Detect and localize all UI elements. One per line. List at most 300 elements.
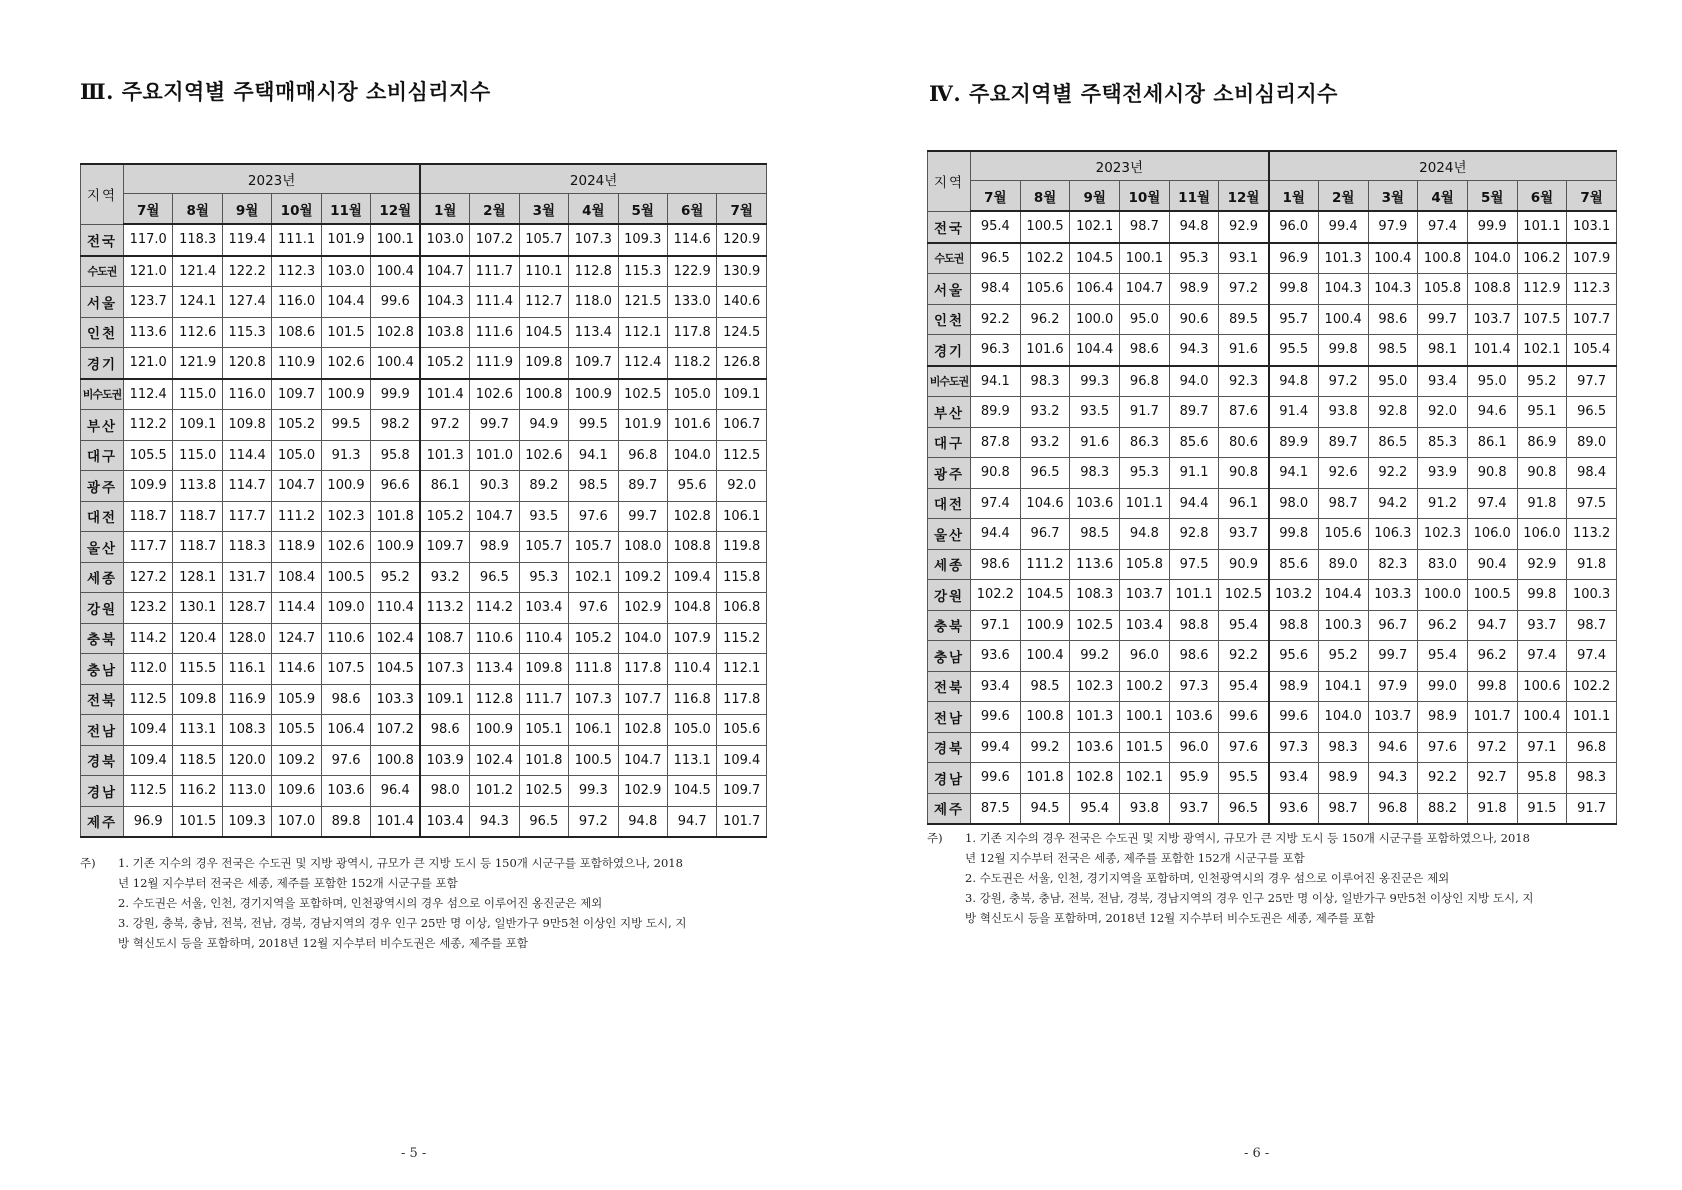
index-value-cell: 105.4 xyxy=(1567,335,1617,366)
index-value-cell: 98.8 xyxy=(1169,610,1219,641)
index-value-cell: 102.5 xyxy=(1219,580,1269,611)
index-value-cell: 86.9 xyxy=(1517,427,1567,458)
region-name: 제주 xyxy=(928,793,971,824)
index-value-cell: 94.6 xyxy=(1368,732,1418,763)
index-value-cell: 101.5 xyxy=(173,806,222,837)
index-value-cell: 97.4 xyxy=(1567,641,1617,672)
index-value-cell: 108.8 xyxy=(1467,274,1517,305)
index-value-cell: 101.1 xyxy=(1567,702,1617,733)
index-value-cell: 111.4 xyxy=(470,287,519,318)
table-row xyxy=(928,732,1617,763)
index-value-cell: 113.4 xyxy=(569,317,618,348)
index-value-cell: 97.3 xyxy=(1169,671,1219,702)
footnote-3-cont xyxy=(927,908,1617,928)
index-value-cell: 92.2 xyxy=(1418,763,1468,794)
table-row xyxy=(81,532,767,563)
index-value-cell: 93.6 xyxy=(1269,793,1319,824)
index-value-cell: 94.7 xyxy=(667,806,716,837)
index-value-cell: 98.3 xyxy=(1020,366,1070,397)
index-value-cell: 87.5 xyxy=(971,793,1021,824)
region-name: 울산 xyxy=(928,519,971,550)
month-header: 6월 xyxy=(667,194,716,225)
index-value-cell: 118.5 xyxy=(173,745,222,776)
index-value-cell: 92.3 xyxy=(1219,366,1269,397)
table-row xyxy=(81,684,767,715)
index-value-cell: 86.3 xyxy=(1120,427,1170,458)
table-row xyxy=(81,654,767,685)
index-value-cell: 101.5 xyxy=(321,317,370,348)
table-row xyxy=(81,317,767,348)
month-header: 3월 xyxy=(519,194,568,225)
region-name: 부산 xyxy=(928,397,971,428)
index-value-cell: 118.7 xyxy=(124,501,173,532)
index-value-cell: 100.9 xyxy=(321,471,370,502)
index-value-cell: 96.8 xyxy=(1567,732,1617,763)
index-value-cell: 103.3 xyxy=(1368,580,1418,611)
index-value-cell: 95.6 xyxy=(1269,641,1319,672)
index-value-cell: 99.4 xyxy=(1318,211,1368,243)
index-value-cell: 97.2 xyxy=(1318,366,1368,397)
region-name: 광주 xyxy=(928,458,971,489)
index-value-cell: 110.4 xyxy=(371,593,420,624)
index-value-cell: 119.8 xyxy=(717,532,767,563)
index-value-cell: 116.8 xyxy=(667,684,716,715)
index-value-cell: 101.0 xyxy=(470,440,519,471)
index-value-cell: 98.0 xyxy=(420,776,469,807)
index-value-cell: 94.9 xyxy=(519,410,568,441)
index-value-cell: 100.1 xyxy=(1120,243,1170,274)
region-name: 인천 xyxy=(81,317,124,348)
index-value-cell: 99.3 xyxy=(1070,366,1120,397)
index-value-cell: 98.9 xyxy=(470,532,519,563)
region-name: 전국 xyxy=(928,211,971,243)
index-value-cell: 111.1 xyxy=(272,224,321,256)
index-value-cell: 104.7 xyxy=(1120,274,1170,305)
index-value-cell: 102.5 xyxy=(618,379,667,410)
index-value-cell: 104.0 xyxy=(1318,702,1368,733)
index-value-cell: 102.3 xyxy=(321,501,370,532)
region-name: 비수도권 xyxy=(928,366,971,397)
footnote-1-line-2: 년 12월 지수부터 전국은 세종, 제주를 포함한 152개 시군구를 포함 xyxy=(118,876,458,890)
index-value-cell: 101.4 xyxy=(371,806,420,837)
index-value-cell: 96.5 xyxy=(1567,397,1617,428)
index-value-cell: 120.4 xyxy=(173,623,222,654)
table-row xyxy=(928,610,1617,641)
index-value-cell: 95.4 xyxy=(1070,793,1120,824)
index-value-cell: 91.6 xyxy=(1070,427,1120,458)
year-header-2024: 2024년 xyxy=(420,164,766,194)
index-value-cell: 91.6 xyxy=(1219,335,1269,366)
table-row xyxy=(81,562,767,593)
index-value-cell: 95.0 xyxy=(1368,366,1418,397)
index-value-cell: 109.4 xyxy=(124,715,173,746)
index-value-cell: 96.8 xyxy=(1368,793,1418,824)
month-header-row xyxy=(928,181,1617,212)
index-value-cell: 101.4 xyxy=(420,379,469,410)
index-value-cell: 110.4 xyxy=(667,654,716,685)
month-header: 12월 xyxy=(371,194,420,225)
index-value-cell: 103.1 xyxy=(1567,211,1617,243)
index-value-cell: 98.4 xyxy=(1567,458,1617,489)
index-value-cell: 91.8 xyxy=(1467,793,1517,824)
index-value-cell: 109.4 xyxy=(717,745,767,776)
index-value-cell: 95.4 xyxy=(1418,641,1468,672)
index-value-cell: 98.6 xyxy=(971,549,1021,580)
table-row xyxy=(81,440,767,471)
index-value-cell: 85.6 xyxy=(1169,427,1219,458)
index-value-cell: 102.5 xyxy=(1070,610,1120,641)
index-value-cell: 120.0 xyxy=(222,745,271,776)
table-row xyxy=(928,211,1617,243)
index-value-cell: 103.6 xyxy=(1070,732,1120,763)
index-value-cell: 95.4 xyxy=(1219,610,1269,641)
month-header: 11월 xyxy=(1169,181,1219,212)
month-header: 3월 xyxy=(1368,181,1418,212)
index-value-cell: 116.0 xyxy=(272,287,321,318)
index-value-cell: 111.2 xyxy=(272,501,321,532)
index-value-cell: 93.7 xyxy=(1169,793,1219,824)
region-name: 대전 xyxy=(81,501,124,532)
index-value-cell: 109.7 xyxy=(569,348,618,379)
index-value-cell: 99.6 xyxy=(971,763,1021,794)
index-value-cell: 115.0 xyxy=(173,440,222,471)
index-value-cell: 101.2 xyxy=(470,776,519,807)
index-value-cell: 104.5 xyxy=(1020,580,1070,611)
index-value-cell: 112.1 xyxy=(717,654,767,685)
year-header-2023: 2023년 xyxy=(124,164,421,194)
index-value-cell: 104.4 xyxy=(1070,335,1120,366)
index-value-cell: 91.5 xyxy=(1517,793,1567,824)
index-value-cell: 97.2 xyxy=(569,806,618,837)
index-value-cell: 100.9 xyxy=(569,379,618,410)
index-value-cell: 100.4 xyxy=(1368,243,1418,274)
index-value-cell: 95.1 xyxy=(1517,397,1567,428)
month-header: 8월 xyxy=(173,194,222,225)
month-header: 9월 xyxy=(222,194,271,225)
index-value-cell: 98.6 xyxy=(321,684,370,715)
month-header: 2월 xyxy=(470,194,519,225)
index-value-cell: 105.9 xyxy=(272,684,321,715)
index-value-cell: 105.2 xyxy=(420,348,469,379)
index-value-cell: 102.6 xyxy=(321,532,370,563)
index-value-cell: 107.2 xyxy=(371,715,420,746)
index-value-cell: 102.3 xyxy=(1418,519,1468,550)
table-row xyxy=(928,549,1617,580)
index-value-cell: 106.4 xyxy=(321,715,370,746)
index-value-cell: 101.6 xyxy=(1020,335,1070,366)
index-value-cell: 86.1 xyxy=(420,471,469,502)
index-value-cell: 96.0 xyxy=(1169,732,1219,763)
index-value-cell: 97.2 xyxy=(420,410,469,441)
index-value-cell: 112.7 xyxy=(519,287,568,318)
index-value-cell: 127.2 xyxy=(124,562,173,593)
index-value-cell: 107.0 xyxy=(272,806,321,837)
footnote-1-line-2: 년 12월 지수부터 전국은 세종, 제주를 포함한 152개 시군구를 포함 xyxy=(965,851,1305,865)
index-value-cell: 114.7 xyxy=(222,471,271,502)
index-value-cell: 99.8 xyxy=(1318,335,1368,366)
index-value-cell: 112.6 xyxy=(173,317,222,348)
index-value-cell: 115.8 xyxy=(717,562,767,593)
index-value-cell: 96.7 xyxy=(1368,610,1418,641)
index-value-cell: 93.7 xyxy=(1219,519,1269,550)
year-header-2023: 2023년 xyxy=(971,151,1269,181)
index-value-cell: 91.7 xyxy=(1567,793,1617,824)
month-header: 4월 xyxy=(569,194,618,225)
index-value-cell: 112.3 xyxy=(1567,274,1617,305)
index-value-cell: 103.7 xyxy=(1467,304,1517,335)
month-header: 4월 xyxy=(1418,181,1468,212)
index-value-cell: 98.9 xyxy=(1318,763,1368,794)
index-value-cell: 97.6 xyxy=(569,501,618,532)
index-value-cell: 118.7 xyxy=(173,501,222,532)
index-value-cell: 97.6 xyxy=(1418,732,1468,763)
region-header: 지역 xyxy=(81,164,124,224)
index-value-cell: 100.9 xyxy=(1020,610,1070,641)
index-value-cell: 87.6 xyxy=(1219,397,1269,428)
index-value-cell: 115.0 xyxy=(173,379,222,410)
index-value-cell: 103.8 xyxy=(420,317,469,348)
table-row xyxy=(81,256,767,287)
index-value-cell: 102.8 xyxy=(371,317,420,348)
footnote-1-cont xyxy=(80,873,770,893)
index-value-cell: 105.6 xyxy=(717,715,767,746)
index-value-cell: 99.5 xyxy=(321,410,370,441)
index-value-cell: 102.9 xyxy=(618,593,667,624)
region-name: 강원 xyxy=(928,580,971,611)
index-value-cell: 107.9 xyxy=(1567,243,1617,274)
table-row xyxy=(928,641,1617,672)
index-value-cell: 98.6 xyxy=(1120,335,1170,366)
footnote-3-cont xyxy=(80,933,770,953)
index-value-cell: 97.4 xyxy=(971,488,1021,519)
region-name: 부산 xyxy=(81,410,124,441)
index-value-cell: 96.5 xyxy=(470,562,519,593)
index-value-cell: 96.0 xyxy=(1120,641,1170,672)
index-value-cell: 86.1 xyxy=(1467,427,1517,458)
index-value-cell: 102.4 xyxy=(371,623,420,654)
index-value-cell: 94.8 xyxy=(618,806,667,837)
table-row xyxy=(928,580,1617,611)
index-value-cell: 95.2 xyxy=(1517,366,1567,397)
table-row xyxy=(81,501,767,532)
index-value-cell: 100.4 xyxy=(1020,641,1070,672)
index-value-cell: 100.2 xyxy=(1120,671,1170,702)
index-value-cell: 90.4 xyxy=(1467,549,1517,580)
region-name: 경남 xyxy=(81,776,124,807)
table-row xyxy=(928,793,1617,824)
index-value-cell: 128.7 xyxy=(222,593,271,624)
index-value-cell: 117.7 xyxy=(222,501,271,532)
footnote-1 xyxy=(80,853,770,873)
index-value-cell: 118.3 xyxy=(222,532,271,563)
table-row xyxy=(81,348,767,379)
index-value-cell: 99.7 xyxy=(1418,304,1468,335)
index-value-cell: 80.6 xyxy=(1219,427,1269,458)
index-value-cell: 102.5 xyxy=(519,776,568,807)
month-header: 1월 xyxy=(1269,181,1319,212)
index-value-cell: 89.2 xyxy=(519,471,568,502)
index-value-cell: 100.3 xyxy=(1567,580,1617,611)
footnote-1-cont xyxy=(927,848,1617,868)
index-value-cell: 123.2 xyxy=(124,593,173,624)
index-value-cell: 124.1 xyxy=(173,287,222,318)
index-value-cell: 95.5 xyxy=(1269,335,1319,366)
index-value-cell: 104.0 xyxy=(667,440,716,471)
footnote-2 xyxy=(80,893,770,913)
index-value-cell: 117.8 xyxy=(667,317,716,348)
index-value-cell: 107.2 xyxy=(470,224,519,256)
index-value-cell: 121.9 xyxy=(173,348,222,379)
index-value-cell: 100.5 xyxy=(569,745,618,776)
index-value-cell: 92.9 xyxy=(1517,549,1567,580)
index-value-cell: 102.8 xyxy=(618,715,667,746)
index-value-cell: 93.5 xyxy=(1070,397,1120,428)
index-value-cell: 94.1 xyxy=(1269,458,1319,489)
index-value-cell: 105.6 xyxy=(1318,519,1368,550)
index-value-cell: 105.7 xyxy=(519,224,568,256)
index-value-cell: 113.8 xyxy=(173,471,222,502)
index-value-cell: 102.2 xyxy=(1567,671,1617,702)
index-value-cell: 96.5 xyxy=(971,243,1021,274)
index-value-cell: 93.7 xyxy=(1517,610,1567,641)
region-name: 충남 xyxy=(928,641,971,672)
index-value-cell: 89.9 xyxy=(1269,427,1319,458)
index-value-cell: 101.8 xyxy=(519,745,568,776)
index-value-cell: 107.3 xyxy=(569,684,618,715)
index-value-cell: 103.6 xyxy=(1169,702,1219,733)
index-value-cell: 118.0 xyxy=(569,287,618,318)
index-value-cell: 102.2 xyxy=(971,580,1021,611)
table-row xyxy=(928,397,1617,428)
index-value-cell: 112.8 xyxy=(470,684,519,715)
index-value-cell: 95.5 xyxy=(1219,763,1269,794)
index-value-cell: 93.1 xyxy=(1219,243,1269,274)
index-value-cell: 100.5 xyxy=(321,562,370,593)
table-row xyxy=(81,287,767,318)
index-value-cell: 128.1 xyxy=(173,562,222,593)
index-value-cell: 113.2 xyxy=(1567,519,1617,550)
index-value-cell: 109.2 xyxy=(618,562,667,593)
index-value-cell: 89.0 xyxy=(1567,427,1617,458)
index-value-cell: 96.4 xyxy=(371,776,420,807)
index-value-cell: 103.3 xyxy=(371,684,420,715)
table-row xyxy=(81,410,767,441)
index-value-cell: 105.1 xyxy=(519,715,568,746)
index-value-cell: 99.6 xyxy=(971,702,1021,733)
index-value-cell: 94.4 xyxy=(971,519,1021,550)
index-value-cell: 113.6 xyxy=(1070,549,1120,580)
index-value-cell: 130.1 xyxy=(173,593,222,624)
index-value-cell: 111.7 xyxy=(519,684,568,715)
index-value-cell: 109.3 xyxy=(618,224,667,256)
index-value-cell: 104.0 xyxy=(1467,243,1517,274)
index-value-cell: 105.0 xyxy=(667,379,716,410)
index-value-cell: 103.0 xyxy=(420,224,469,256)
index-value-cell: 95.2 xyxy=(371,562,420,593)
index-value-cell: 100.8 xyxy=(519,379,568,410)
index-value-cell: 140.6 xyxy=(717,287,767,318)
index-value-cell: 112.5 xyxy=(124,776,173,807)
footnote-2-line-1: 2. 수도권은 서울, 인천, 경기지역을 포함하며, 인천광역시의 경우 섬으로 이루어진 옹진군은 제외 xyxy=(118,896,603,910)
index-value-cell: 99.6 xyxy=(371,287,420,318)
index-value-cell: 104.4 xyxy=(321,287,370,318)
index-value-cell: 106.7 xyxy=(717,410,767,441)
index-value-cell: 98.6 xyxy=(1169,641,1219,672)
index-value-cell: 97.1 xyxy=(1517,732,1567,763)
index-value-cell: 95.0 xyxy=(1467,366,1517,397)
index-value-cell: 121.4 xyxy=(173,256,222,287)
index-value-cell: 105.8 xyxy=(1418,274,1468,305)
month-header: 7월 xyxy=(971,181,1021,212)
index-value-cell: 113.1 xyxy=(173,715,222,746)
index-value-cell: 89.7 xyxy=(1318,427,1368,458)
index-value-cell: 92.2 xyxy=(1219,641,1269,672)
index-value-cell: 100.6 xyxy=(1517,671,1567,702)
index-value-cell: 109.3 xyxy=(222,806,271,837)
index-value-cell: 121.0 xyxy=(124,256,173,287)
index-value-cell: 106.4 xyxy=(1070,274,1120,305)
index-value-cell: 109.4 xyxy=(667,562,716,593)
index-value-cell: 112.5 xyxy=(717,440,767,471)
index-value-cell: 124.7 xyxy=(272,623,321,654)
index-value-cell: 113.2 xyxy=(420,593,469,624)
index-value-cell: 105.0 xyxy=(272,440,321,471)
index-value-cell: 101.8 xyxy=(371,501,420,532)
table-row xyxy=(81,471,767,502)
index-value-cell: 117.7 xyxy=(124,532,173,563)
index-value-cell: 102.8 xyxy=(667,501,716,532)
index-value-cell: 117.8 xyxy=(618,654,667,685)
index-value-cell: 98.5 xyxy=(569,471,618,502)
index-value-cell: 99.8 xyxy=(1269,274,1319,305)
index-value-cell: 99.0 xyxy=(1418,671,1468,702)
index-value-cell: 108.3 xyxy=(222,715,271,746)
table-row xyxy=(928,671,1617,702)
index-value-cell: 102.6 xyxy=(321,348,370,379)
index-value-cell: 94.8 xyxy=(1120,519,1170,550)
index-value-cell: 114.6 xyxy=(272,654,321,685)
table-body xyxy=(928,211,1617,824)
footnote-3-line-2: 방 혁신도시 등을 포함하며, 2018년 12월 지수부터 비수도권은 세종, 제주를 포함 xyxy=(965,911,1375,925)
footnote-lead: 주) xyxy=(927,831,943,845)
index-value-cell: 99.6 xyxy=(1269,702,1319,733)
index-value-cell: 101.7 xyxy=(717,806,767,837)
index-value-cell: 100.9 xyxy=(321,379,370,410)
index-value-cell: 104.0 xyxy=(618,623,667,654)
table-row xyxy=(928,335,1617,366)
index-value-cell: 105.5 xyxy=(124,440,173,471)
region-name: 전북 xyxy=(928,671,971,702)
index-value-cell: 97.7 xyxy=(1567,366,1617,397)
index-value-cell: 90.9 xyxy=(1219,549,1269,580)
index-value-cell: 98.7 xyxy=(1318,488,1368,519)
index-value-cell: 109.6 xyxy=(272,776,321,807)
index-value-cell: 95.3 xyxy=(1120,458,1170,489)
region-name: 대구 xyxy=(81,440,124,471)
index-value-cell: 95.8 xyxy=(1517,763,1567,794)
index-value-cell: 111.9 xyxy=(470,348,519,379)
index-value-cell: 96.7 xyxy=(1020,519,1070,550)
index-value-cell: 85.6 xyxy=(1269,549,1319,580)
index-value-cell: 94.2 xyxy=(1368,488,1418,519)
index-value-cell: 107.5 xyxy=(321,654,370,685)
index-value-cell: 109.1 xyxy=(717,379,767,410)
index-value-cell: 95.7 xyxy=(1269,304,1319,335)
index-value-cell: 119.4 xyxy=(222,224,271,256)
index-value-cell: 107.7 xyxy=(1567,304,1617,335)
index-value-cell: 111.6 xyxy=(470,317,519,348)
index-value-cell: 118.2 xyxy=(667,348,716,379)
